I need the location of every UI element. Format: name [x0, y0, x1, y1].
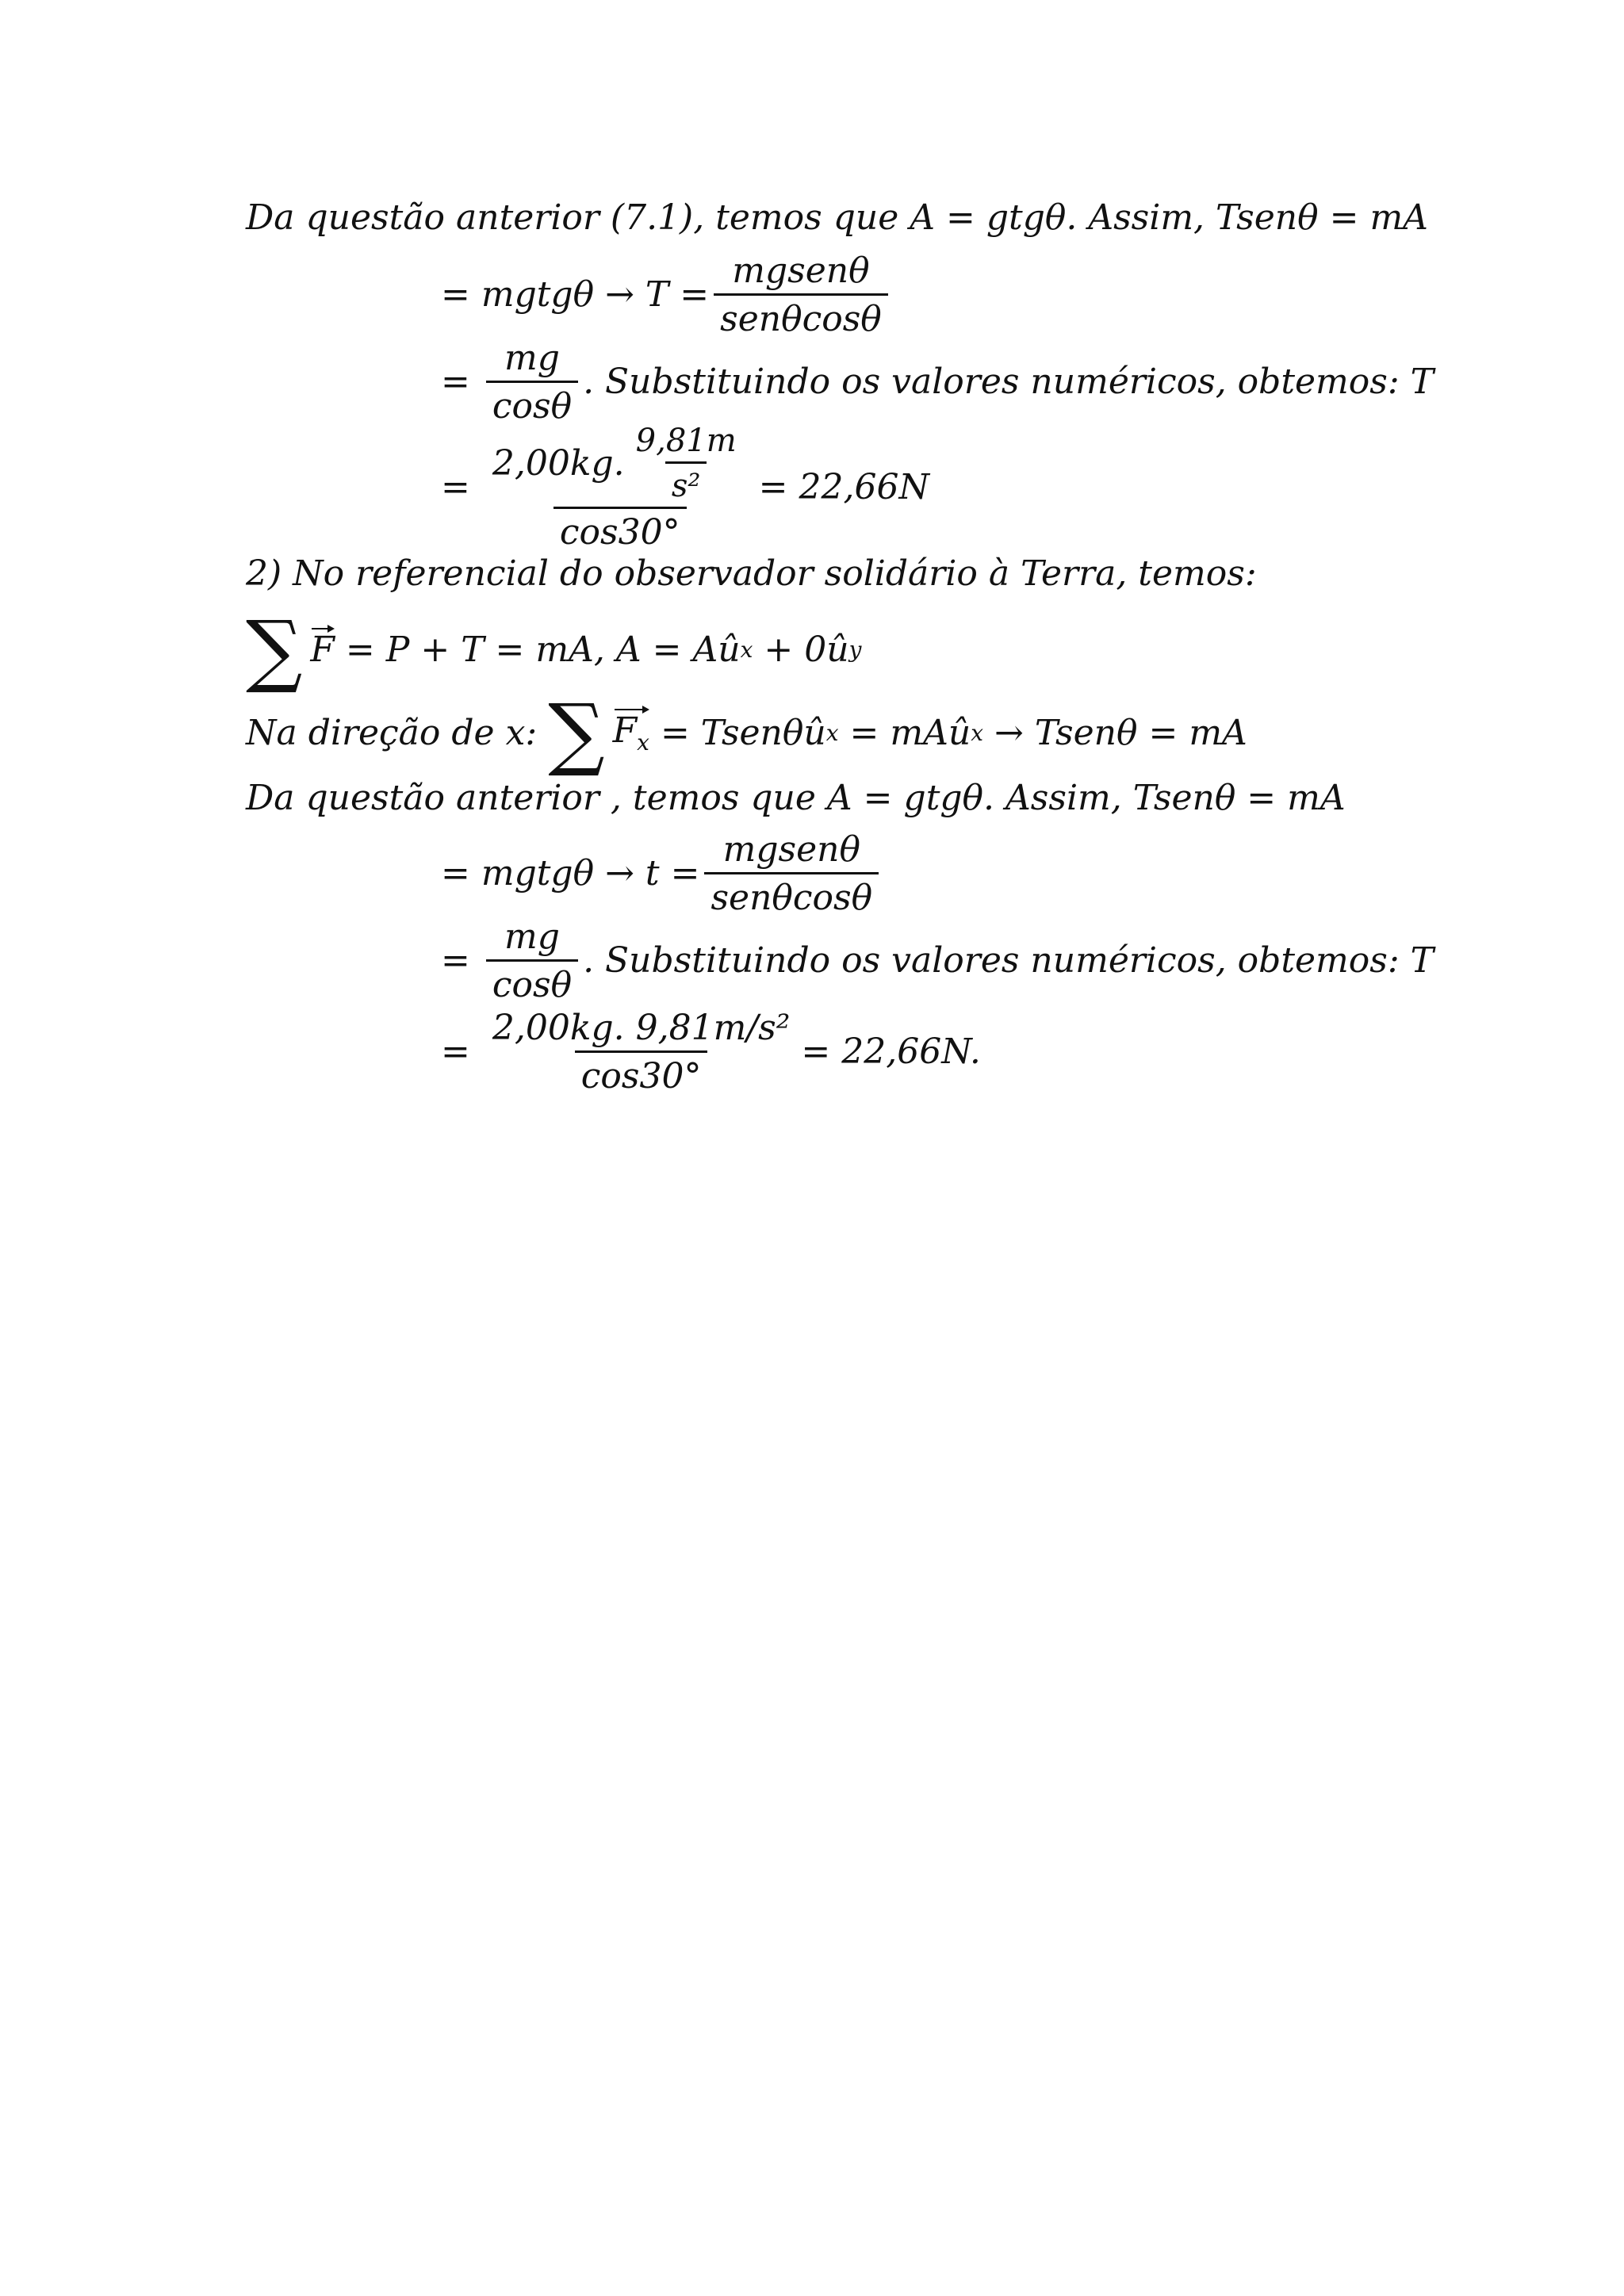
- statement-line-1: [246, 197, 1428, 238]
- equation-line-2: [441, 247, 893, 342]
- text-segment: Na direção de x:: [246, 713, 538, 753]
- equation-line-4: [441, 423, 929, 553]
- sum-symbol: ∑: [246, 603, 303, 696]
- equation-line-9: [441, 826, 883, 921]
- equation-line-7: [246, 687, 1247, 779]
- subscript-y: y: [848, 637, 862, 663]
- text-segment: 2) No referencial do observador solidário à Terra, temos:: [246, 553, 1257, 594]
- equation-line-11: [441, 1001, 981, 1104]
- denominator: cos30°: [575, 1050, 708, 1094]
- inner-denominator: s²: [665, 461, 707, 502]
- vector-f: F: [310, 629, 335, 670]
- denominator: cos30°: [553, 507, 687, 550]
- result: = 22,66N: [758, 467, 929, 507]
- fraction: [486, 1007, 797, 1096]
- subscript-x: x: [971, 720, 984, 746]
- equation-line-3: [441, 335, 1434, 430]
- denominator: senθcosθ: [704, 872, 879, 916]
- subscript-x: x: [825, 720, 839, 746]
- equation-line-10: [441, 913, 1434, 1008]
- text-segment: . Substituindo os valores numéricos, obtemos: T: [583, 940, 1434, 981]
- numerator: mg: [504, 337, 560, 378]
- denominator: cosθ: [486, 381, 578, 424]
- equation-lhs: = mgtgθ → t =: [441, 853, 700, 894]
- equation-segment: = P + T = mA, A = Aû: [345, 629, 741, 670]
- numerator-part: 2,00kg.: [492, 442, 625, 484]
- equation-segment: + 0û: [764, 629, 849, 670]
- numerator: mgsenθ: [722, 828, 860, 870]
- subscript-x: x: [740, 637, 753, 663]
- equation-segment: = mAû: [849, 713, 971, 753]
- sum-symbol: ∑: [548, 687, 605, 779]
- numerator: [486, 425, 754, 507]
- equation-lhs: = mgtgθ → T =: [441, 274, 710, 315]
- equals-sign: =: [441, 362, 481, 402]
- equation-segment: → Tsenθ = mA: [994, 713, 1247, 753]
- numerator: mg: [504, 916, 560, 957]
- statement-line-5: [246, 553, 1257, 594]
- numerator: mgsenθ: [732, 250, 870, 291]
- fraction: [714, 250, 888, 339]
- equation-segment: = Tsenθû: [660, 713, 826, 753]
- equation-line-6: [246, 603, 862, 696]
- fraction: [704, 828, 879, 918]
- vector-fx: $F_x$: [612, 710, 649, 756]
- fraction: [486, 337, 578, 427]
- equals-sign: =: [441, 1031, 481, 1072]
- inner-numerator: 9,81m: [635, 423, 737, 459]
- fraction: [486, 916, 578, 1005]
- text-segment: Da questão anterior , temos que A = gtgθ. Assim, Tsenθ = mA: [246, 778, 1346, 818]
- fraction: [486, 423, 754, 553]
- text-segment: Da questão anterior (7.1), temos que A = gtgθ. Assim, Tsenθ = mA: [246, 197, 1428, 238]
- statement-line-8: [246, 778, 1346, 818]
- denominator: senθcosθ: [714, 293, 888, 337]
- numerator: 2,00kg. 9,81m/s²: [492, 1007, 791, 1048]
- inner-fraction: [630, 425, 743, 502]
- denominator: cosθ: [486, 959, 578, 1003]
- equals-sign: =: [441, 940, 481, 981]
- result: = 22,66N.: [801, 1031, 981, 1072]
- text-segment: . Substituindo os valores numéricos, obtemos: T: [583, 362, 1434, 402]
- equals-sign: =: [441, 467, 481, 507]
